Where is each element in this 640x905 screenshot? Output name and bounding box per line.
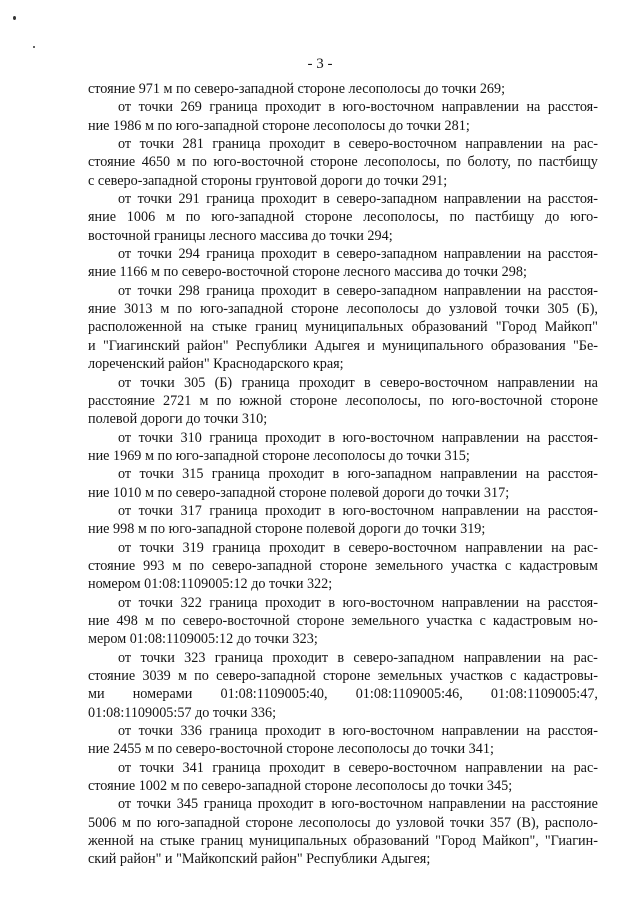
paragraph-first-line: от точки 294 граница проходит в северо-западном направлении на расстоя-	[118, 246, 598, 263]
text-line: стояние 4650 м по юго-восточной стороне лесополосы, по болоту, по пастбищу	[88, 154, 598, 171]
text-line: стояние 1002 м по северо-западной стороне лесополосы до точки 345;	[88, 778, 513, 795]
paragraph-first-line: от точки 317 граница проходит в юго-восточном направлении на расстоя-	[118, 502, 598, 519]
paragraph-first-line: от точки 336 граница проходит в юго-восточном направлении на расстоя-	[118, 723, 598, 740]
paragraph-first-line: от точки 341 граница проходит в северо-восточном направлении на рас-	[118, 759, 598, 776]
text-line: ние 1986 м по юго-западной стороне лесополосы до точки 281;	[88, 117, 470, 134]
text-line: женной на стыке границ муниципальных образований "Город Майкоп", "Гиагин-	[88, 833, 598, 850]
paragraph-first-line: от точки 291 граница проходит в северо-западном направлении на расстоя-	[118, 191, 598, 208]
paragraph-first-line: от точки 310 граница проходит в юго-восточном направлении на расстоя-	[118, 429, 598, 446]
text-line: яние 1166 м по северо-восточной стороне лесного массива до точки 298;	[88, 264, 527, 281]
text-line: 5006 м по юго-западной стороне лесополосы до узловой точки 357 (В), располо-	[88, 814, 598, 831]
paragraph-first-line: от точки 298 граница проходит в северо-западном направлении на расстоя-	[118, 282, 598, 299]
text-line: яние 1006 м по юго-западной стороне лесополосы, по пастбищу до юго-	[88, 209, 598, 226]
text-line: полевой дороги до точки 310;	[88, 411, 268, 428]
text-line: номером 01:08:1109005:12 до точки 322;	[88, 576, 333, 593]
page-number: - 3 -	[307, 56, 333, 72]
paragraph-first-line: от точки 269 граница проходит в юго-восточном направлении на расстоя-	[118, 99, 598, 116]
text-line: восточной границы лесного массива до точки 294;	[88, 227, 393, 244]
text-line: ние 1010 м по северо-западной стороне полевой дороги до точки 317;	[88, 484, 510, 501]
scan-speck	[13, 16, 16, 20]
paragraph-first-line: от точки 323 граница проходит в северо-западном направлении на рас-	[118, 649, 598, 666]
text-line: ние 998 м по юго-западной стороне полевой дороги до точки 319;	[88, 521, 486, 538]
text-line: лореченский район" Краснодарского края;	[88, 356, 344, 373]
paragraph-first-line: от точки 281 граница проходит в северо-восточном направлении на рас-	[118, 136, 598, 153]
text-line: расположенной на стыке границ муниципальных образований "Город Майкоп"	[88, 319, 598, 336]
text-line: яние 3013 м по юго-западной стороне лесополосы до узловой точки 305 (Б),	[88, 301, 598, 318]
text-line: и "Гиагинский район" Республики Адыгея и муниципального образования "Бе-	[88, 337, 598, 354]
text-line: 01:08:1109005:57 до точки 336;	[88, 704, 277, 721]
paragraph-first-line: от точки 315 граница проходит в юго-западном направлении на расстоя-	[118, 466, 598, 483]
text-line: ский район" и "Майкопский район" Республики Адыгея;	[88, 851, 431, 868]
text-line: мером 01:08:1109005:12 до точки 323;	[88, 631, 318, 648]
paragraph-first-line: от точки 305 (Б) граница проходит в северо-восточном направлении на	[118, 374, 598, 391]
text-line: с северо-западной стороны грунтовой дороги до точки 291;	[88, 172, 448, 189]
scan-speck	[33, 46, 35, 48]
text-line: стояние 993 м по северо-западной стороне земельного участка с кадастровым	[88, 557, 598, 574]
text-line: ние 498 м по северо-восточной стороне земельного участка с кадастровым но-	[88, 612, 598, 629]
text-line: стояние 971 м по северо-западной стороне лесополосы до точки 269;	[88, 81, 506, 97]
paragraph-first-line: от точки 322 граница проходит в юго-восточном направлении на расстоя-	[118, 594, 598, 611]
text-line: расстояние 2721 м по южной стороне лесополосы, по юго-восточной стороне	[88, 392, 598, 409]
document-body	[88, 80, 598, 869]
text-line: ние 2455 м по северо-восточной стороне лесополосы до точки 341;	[88, 741, 494, 758]
paragraph-first-line: от точки 345 граница проходит в юго-восточном направлении на расстояние	[118, 796, 598, 813]
text-line: ми номерами 01:08:1109005:40, 01:08:1109005:46, 01:08:1109005:47,	[88, 686, 598, 703]
text-line: ние 1969 м по юго-западной стороне лесополосы до точки 315;	[88, 447, 470, 464]
text-line: стояние 3039 м по северо-западной стороне земельных участков с кадастровы-	[88, 668, 598, 684]
paragraph-first-line: от точки 319 граница проходит в северо-восточном направлении на рас-	[118, 539, 598, 556]
